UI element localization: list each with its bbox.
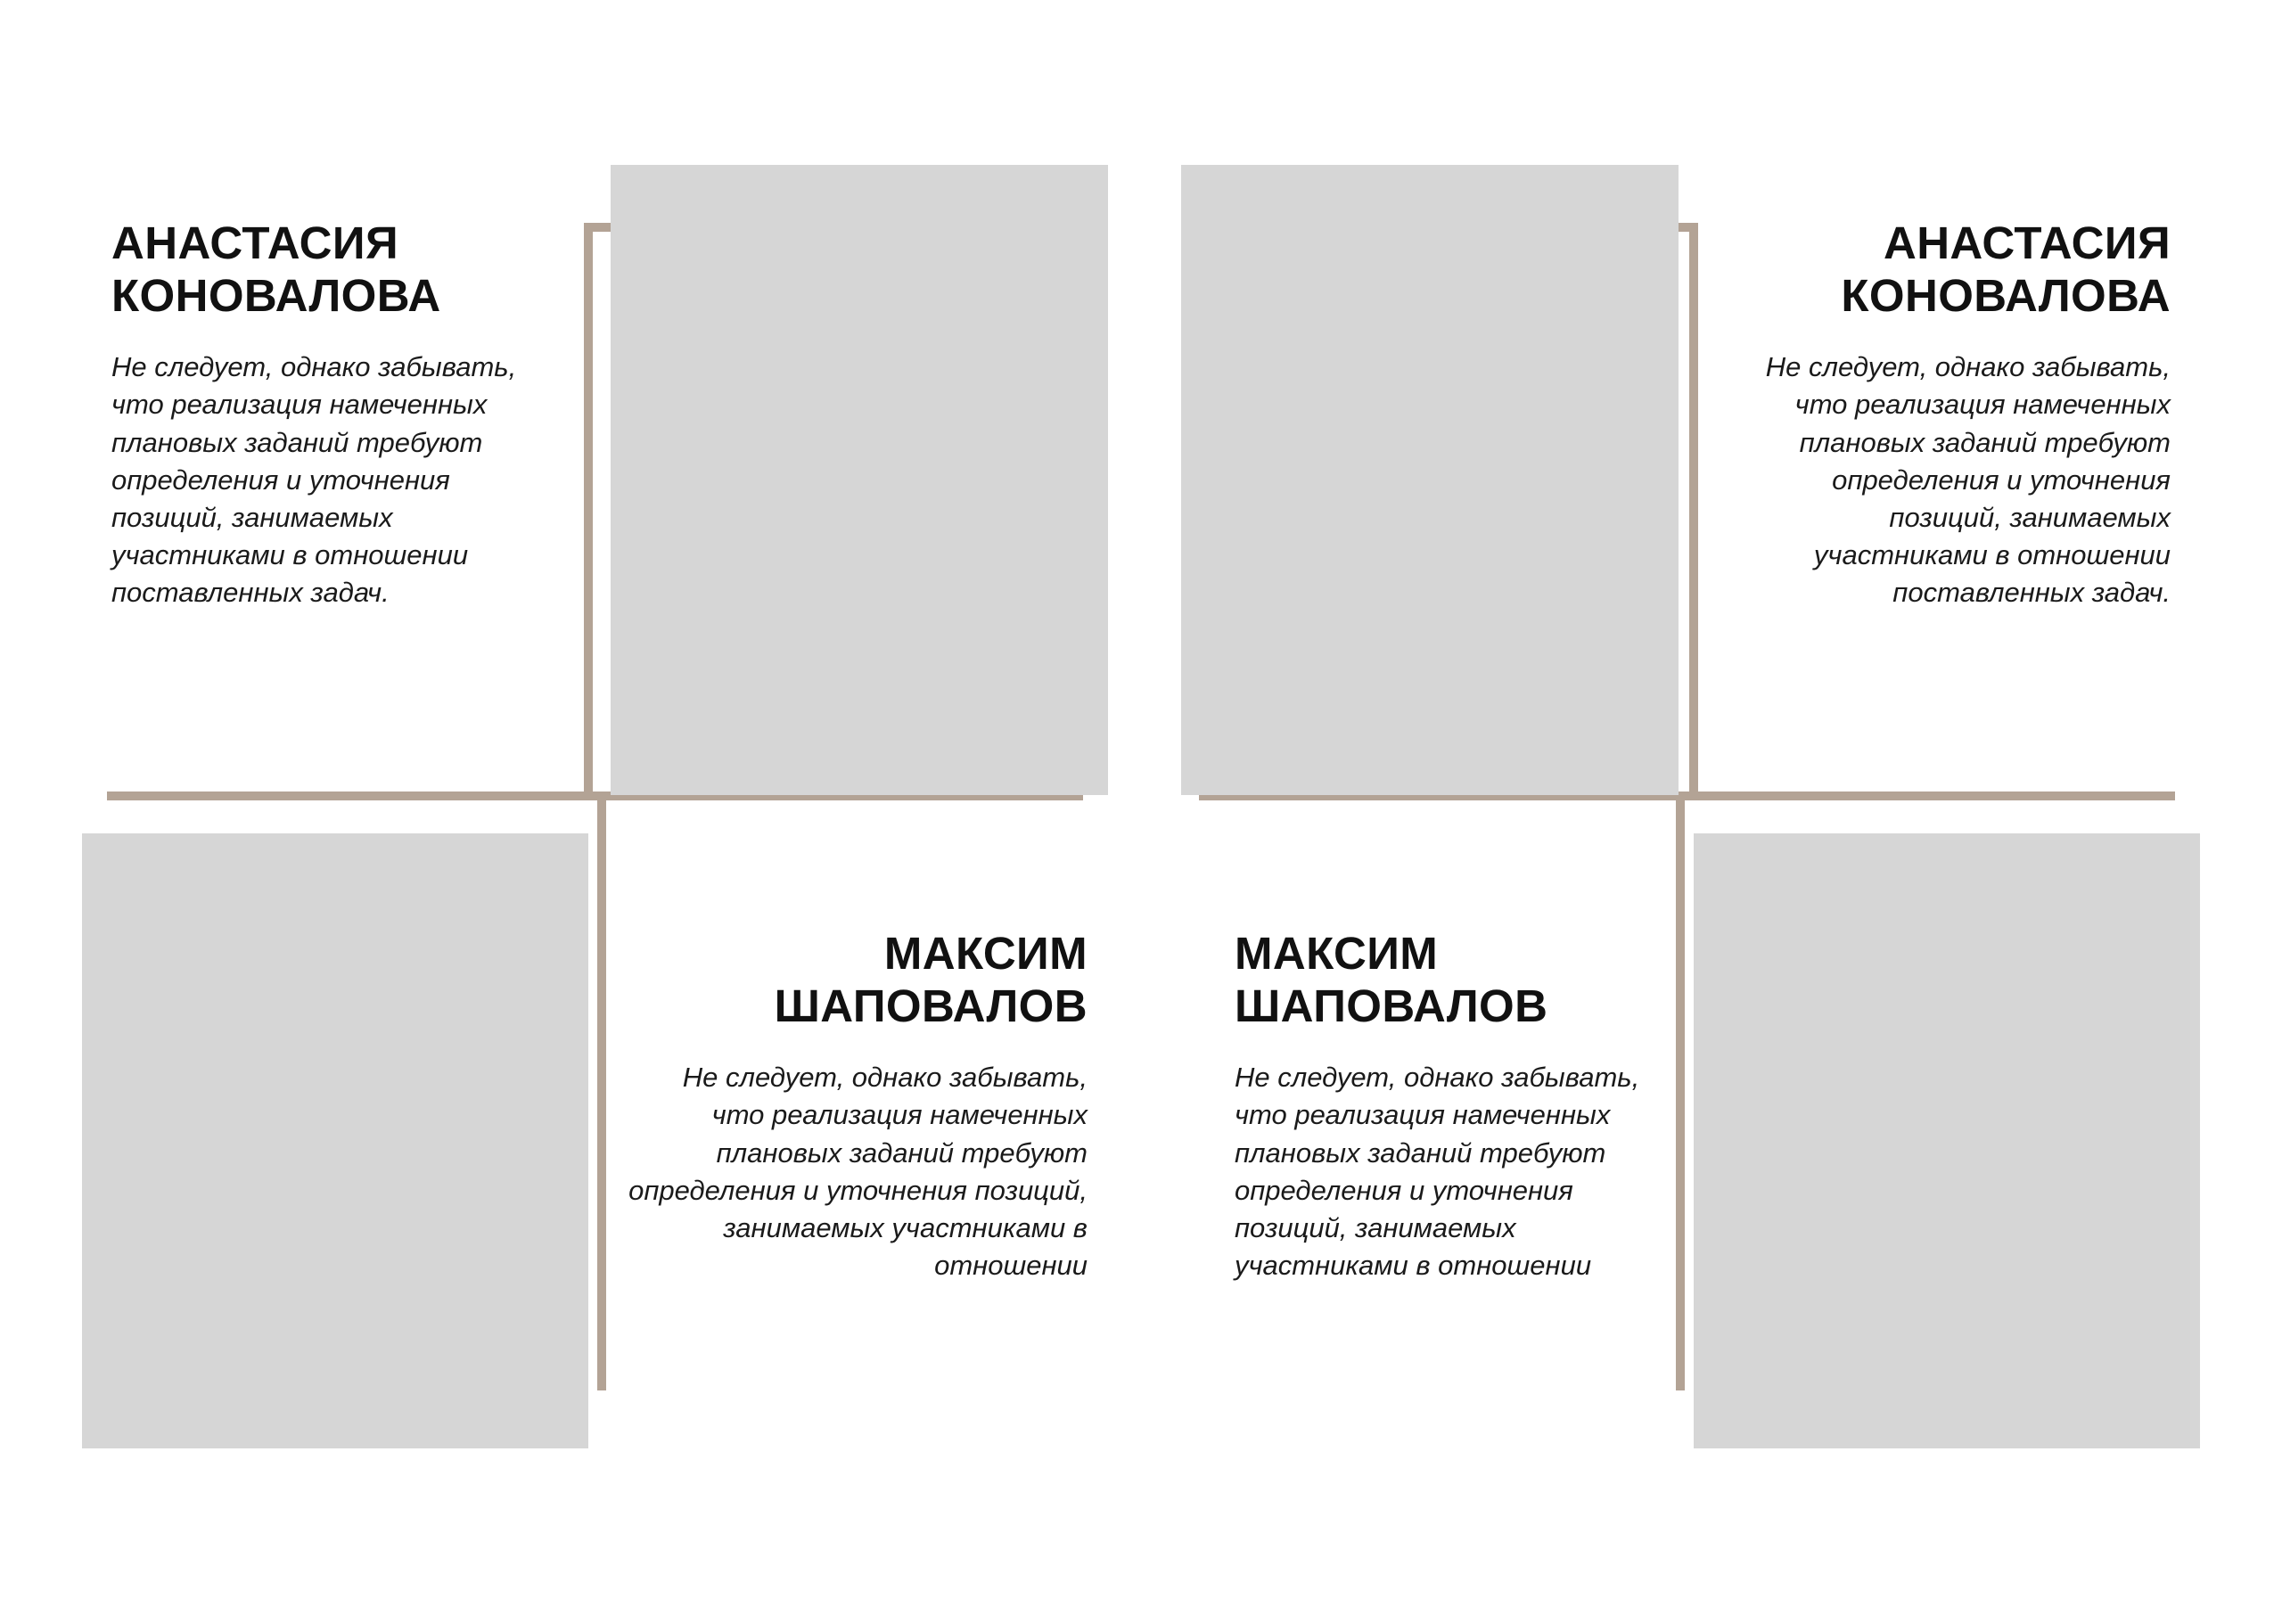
card-name-top-right: АНАСТАСИЯ КОНОВАЛОВА <box>1841 217 2171 322</box>
photo-bottom-left <box>82 833 588 1448</box>
photo-top-right <box>1181 165 1679 795</box>
card-name-bottom-left: МАКСИМ ШАПОВАЛОВ <box>774 928 1088 1032</box>
bracket-stub-bottom-left-left <box>107 791 160 800</box>
card-top-left <box>111 217 568 611</box>
card-name-top-left: АНАСТАСИЯ КОНОВАЛОВА <box>111 217 441 322</box>
card-description-bottom-left: Не следует, однако забывать, что реализация намеченных плановых заданий требуют определения и уточнения позиций, занимаемых участниками в отношении <box>628 1062 1088 1282</box>
card-description-top-right: Не следует, однако забывать, что реализация намеченных плановых заданий требуют определения и уточнения позиций, занимаемых участниками в отношении поставленных задач. <box>1765 351 2171 609</box>
card-description-top-left: Не следует, однако забывать, что реализация намеченных плановых заданий требуют определения и уточнения позиций, занимаемых участниками в отношении поставленных задач. <box>111 351 517 609</box>
card-top-right <box>1714 217 2171 611</box>
card-name-bottom-right: МАКСИМ ШАПОВАЛОВ <box>1235 928 1548 1032</box>
photo-bottom-right <box>1694 833 2200 1448</box>
card-description-bottom-right: Не следует, однако забывать, что реализация намеченных плановых заданий требуют определения и уточнения позиций, занимаемых участниками в отношении <box>1235 1062 1640 1282</box>
bracket-stub-bottom-right-right <box>2122 791 2175 800</box>
card-bottom-right <box>1235 927 1654 1284</box>
card-bottom-left <box>624 927 1088 1284</box>
photo-top-left <box>611 165 1108 795</box>
